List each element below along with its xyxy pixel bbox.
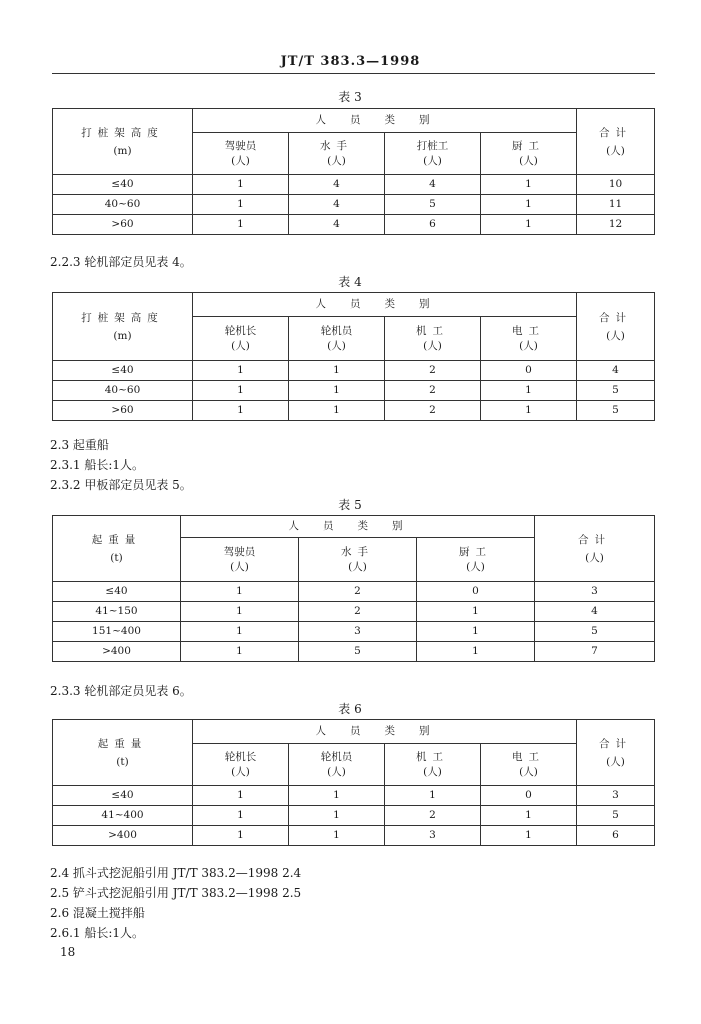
cell-value: 4: [385, 175, 481, 195]
row-label: ≤40: [53, 582, 181, 602]
category-name: 厨工: [459, 545, 492, 558]
cell-value: 1: [193, 175, 289, 195]
table-3: [52, 108, 655, 235]
page-number: 18: [60, 945, 76, 959]
row-header-cell: [53, 516, 181, 582]
category-unit: (人): [348, 560, 367, 573]
cell-value: 1: [193, 215, 289, 235]
category-unit: (人): [231, 339, 250, 352]
cell-value: 4: [289, 215, 385, 235]
table-4-caption: 表 4: [338, 275, 362, 289]
cell-value: 1: [385, 786, 481, 806]
row-header-cell: [53, 109, 193, 175]
paragraph-2-6-1: 2.6.1 船长:1人。: [50, 926, 145, 940]
cell-value: 0: [417, 582, 535, 602]
category-header: [385, 317, 481, 361]
cell-value: 2: [299, 602, 417, 622]
category-unit: (人): [231, 154, 250, 167]
cell-value: 1: [193, 381, 289, 401]
row-total: 10: [577, 175, 655, 195]
cell-value: 1: [181, 622, 299, 642]
row-total: 12: [577, 215, 655, 235]
cell-value: 1: [289, 361, 385, 381]
cell-value: 1: [481, 175, 577, 195]
cell-value: 1: [289, 401, 385, 421]
cell-value: 5: [385, 195, 481, 215]
row-label: 40~60: [53, 195, 193, 215]
row-total: 5: [577, 806, 655, 826]
header-rule: [52, 73, 655, 74]
row-label: >400: [53, 642, 181, 662]
cell-value: 1: [289, 806, 385, 826]
total-header-cell: [577, 720, 655, 786]
paragraph-2-3-2: 2.3.2 甲板部定员见表 5。: [50, 478, 192, 492]
table-3-caption: 表 3: [338, 90, 362, 104]
row-total: 11: [577, 195, 655, 215]
paragraph-2-2-3: 2.2.3 轮机部定员见表 4。: [50, 255, 192, 269]
category-name: 轮机员: [320, 750, 353, 763]
cell-value: 1: [417, 642, 535, 662]
category-name: 轮机长: [224, 750, 257, 763]
total-header-unit: (人): [606, 329, 625, 342]
cell-value: 1: [181, 582, 299, 602]
row-total: 6: [577, 826, 655, 846]
row-header-label: 起重量: [97, 737, 148, 750]
paragraph-2-4: 2.4 抓斗式挖泥船引用 JT/T 383.2—1998 2.4: [50, 866, 302, 880]
cell-value: 1: [481, 381, 577, 401]
cell-value: 0: [481, 786, 577, 806]
row-label: 151~400: [53, 622, 181, 642]
cell-value: 2: [385, 401, 481, 421]
row-header-unit: (t): [116, 755, 129, 768]
cell-value: 1: [193, 826, 289, 846]
group-header: 人员类别: [193, 109, 577, 133]
category-header: [181, 538, 299, 582]
category-header: [481, 744, 577, 786]
category-unit: (人): [466, 560, 485, 573]
total-header-label: 合计: [578, 533, 612, 546]
table-6-caption: 表 6: [338, 702, 362, 716]
cell-value: 1: [289, 381, 385, 401]
table-row: [53, 806, 655, 826]
cell-value: 0: [481, 361, 577, 381]
table-row: [53, 361, 655, 381]
table-row: [53, 786, 655, 806]
cell-value: 1: [481, 195, 577, 215]
cell-value: 3: [299, 622, 417, 642]
paragraph-2-3: 2.3 起重船: [50, 438, 109, 452]
table-row: [53, 642, 655, 662]
row-label: >400: [53, 826, 193, 846]
table-row: [53, 826, 655, 846]
cell-value: 1: [193, 806, 289, 826]
category-name: 水手: [320, 139, 353, 152]
total-header-label: 合计: [599, 737, 632, 750]
cell-value: 1: [289, 786, 385, 806]
cell-value: 1: [193, 361, 289, 381]
total-header-cell: [535, 516, 655, 582]
paragraph-2-5: 2.5 铲斗式挖泥船引用 JT/T 383.2—1998 2.5: [50, 886, 302, 900]
cell-value: 1: [481, 401, 577, 421]
cell-value: 1: [181, 642, 299, 662]
group-header: 人员类别: [193, 720, 577, 744]
category-unit: (人): [327, 765, 346, 778]
row-label: 41~150: [53, 602, 181, 622]
category-unit: (人): [519, 154, 538, 167]
total-header-unit: (人): [585, 551, 604, 564]
table-row: [53, 195, 655, 215]
category-name: 水手: [341, 545, 374, 558]
category-unit: (人): [423, 339, 442, 352]
category-header: [299, 538, 417, 582]
cell-value: 1: [193, 195, 289, 215]
category-header: [289, 317, 385, 361]
cell-value: 2: [385, 361, 481, 381]
cell-value: 1: [417, 602, 535, 622]
row-header-unit: (m): [113, 329, 132, 342]
category-name: 打桩工: [416, 139, 449, 152]
row-total: 3: [535, 582, 655, 602]
row-label: ≤40: [53, 786, 193, 806]
table-5: [52, 515, 655, 662]
paragraph-2-6: 2.6 混凝土搅拌船: [50, 906, 145, 920]
row-total: 5: [577, 381, 655, 401]
row-total: 5: [577, 401, 655, 421]
table-row: [53, 401, 655, 421]
category-header: [481, 133, 577, 175]
category-name: 厨工: [512, 139, 545, 152]
row-label: ≤40: [53, 175, 193, 195]
row-header-cell: [53, 293, 193, 361]
cell-value: 4: [289, 195, 385, 215]
category-unit: (人): [519, 339, 538, 352]
row-header-label: 打桩架高度: [81, 126, 164, 139]
total-header-cell: [577, 109, 655, 175]
group-header: 人员类别: [181, 516, 535, 538]
category-name: 电工: [512, 324, 545, 337]
total-header-unit: (人): [606, 144, 625, 157]
row-header-cell: [53, 720, 193, 786]
category-unit: (人): [423, 154, 442, 167]
row-label: 41~400: [53, 806, 193, 826]
cell-value: 5: [299, 642, 417, 662]
cell-value: 3: [385, 826, 481, 846]
total-header-cell: [577, 293, 655, 361]
category-name: 驾驶员: [224, 139, 257, 152]
cell-value: 1: [181, 602, 299, 622]
paragraph-2-3-3: 2.3.3 轮机部定员见表 6。: [50, 684, 192, 698]
row-header-unit: (t): [110, 551, 123, 564]
category-name: 驾驶员: [223, 545, 256, 558]
cell-value: 1: [289, 826, 385, 846]
row-total: 4: [535, 602, 655, 622]
category-unit: (人): [327, 339, 346, 352]
table-6: [52, 719, 655, 846]
cell-value: 2: [385, 381, 481, 401]
total-header-label: 合计: [599, 126, 632, 139]
category-name: 机工: [416, 324, 449, 337]
category-header: [385, 744, 481, 786]
category-unit: (人): [230, 560, 249, 573]
category-unit: (人): [423, 765, 442, 778]
row-label: 40~60: [53, 381, 193, 401]
table-row: [53, 582, 655, 602]
table-row: [53, 602, 655, 622]
category-name: 轮机员: [320, 324, 353, 337]
category-header: [193, 133, 289, 175]
category-unit: (人): [327, 154, 346, 167]
cell-value: 1: [481, 215, 577, 235]
row-label: >60: [53, 215, 193, 235]
category-unit: (人): [231, 765, 250, 778]
row-header-label: 打桩架高度: [81, 311, 164, 324]
table-4: [52, 292, 655, 421]
category-header: [417, 538, 535, 582]
row-header-unit: (m): [113, 144, 132, 157]
row-label: ≤40: [53, 361, 193, 381]
row-total: 5: [535, 622, 655, 642]
cell-value: 4: [289, 175, 385, 195]
row-header-label: 起重量: [91, 533, 142, 546]
total-header-unit: (人): [606, 755, 625, 768]
cell-value: 2: [299, 582, 417, 602]
category-header: [193, 317, 289, 361]
table-row: [53, 622, 655, 642]
row-total: 7: [535, 642, 655, 662]
row-total: 3: [577, 786, 655, 806]
category-name: 电工: [512, 750, 545, 763]
category-name: 轮机长: [224, 324, 257, 337]
cell-value: 1: [481, 806, 577, 826]
cell-value: 1: [481, 826, 577, 846]
cell-value: 1: [417, 622, 535, 642]
table-row: [53, 381, 655, 401]
category-header: [193, 744, 289, 786]
category-name: 机工: [416, 750, 449, 763]
category-header: [289, 133, 385, 175]
page-header: JT/T 383.3—1998: [280, 54, 421, 69]
row-total: 4: [577, 361, 655, 381]
cell-value: 1: [193, 401, 289, 421]
table-row: [53, 215, 655, 235]
table-row: [53, 175, 655, 195]
category-unit: (人): [519, 765, 538, 778]
cell-value: 6: [385, 215, 481, 235]
total-header-label: 合计: [599, 311, 632, 324]
cell-value: 1: [193, 786, 289, 806]
category-header: [481, 317, 577, 361]
row-label: >60: [53, 401, 193, 421]
group-header: 人员类别: [193, 293, 577, 317]
category-header: [289, 744, 385, 786]
paragraph-2-3-1: 2.3.1 船长:1人。: [50, 458, 145, 472]
cell-value: 2: [385, 806, 481, 826]
table-5-caption: 表 5: [338, 498, 362, 512]
category-header: [385, 133, 481, 175]
